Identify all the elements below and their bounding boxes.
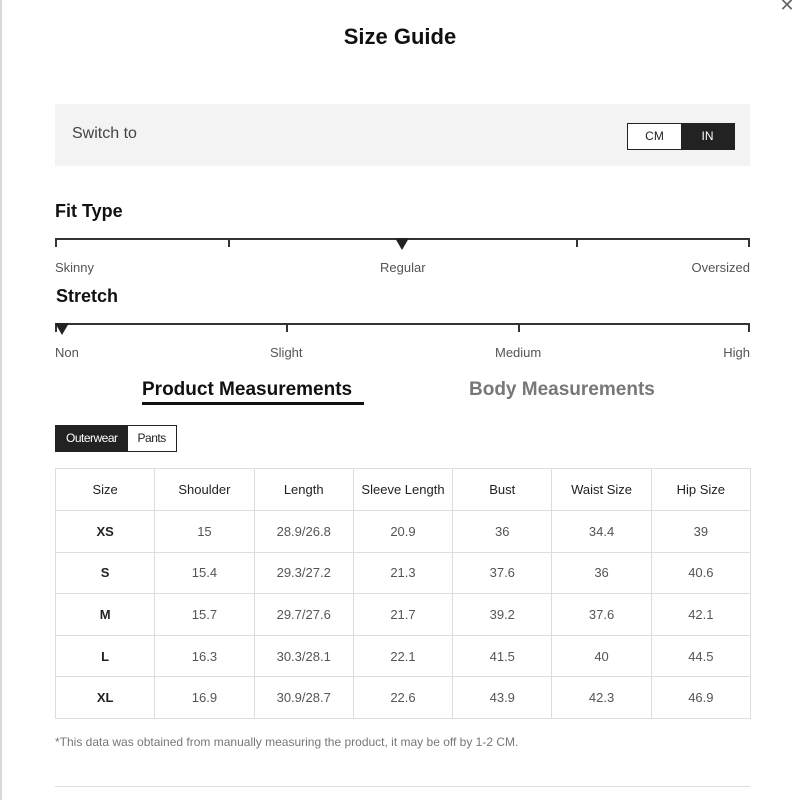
divider [55, 786, 750, 787]
category-toggle [55, 425, 177, 452]
stretch-heading: Stretch [56, 286, 119, 306]
table-cell: 44.5 [651, 635, 750, 677]
table-cell: 30.3/28.1 [254, 635, 353, 677]
table-cell: 41.5 [453, 635, 552, 677]
column-header: Size [56, 469, 155, 511]
close-icon[interactable]: ✕ [779, 0, 795, 15]
table-row [56, 677, 751, 719]
table-cell: 15 [155, 511, 254, 553]
table-cell: 37.6 [552, 594, 651, 636]
table-header-row [56, 469, 751, 511]
table-row [56, 552, 751, 594]
table-cell: 37.6 [453, 552, 552, 594]
table-cell: 43.9 [453, 677, 552, 719]
table-cell: 40 [552, 635, 651, 677]
fit-type-scale [55, 238, 750, 250]
fit-type-marker-icon [395, 238, 409, 250]
table-cell: 28.9/26.8 [254, 511, 353, 553]
unit-switch-label: Switch to [72, 125, 137, 142]
table-cell-size: XL [56, 677, 155, 719]
table-cell: 46.9 [651, 677, 750, 719]
table-cell-size: S [56, 552, 155, 594]
table-cell: 42.1 [651, 594, 750, 636]
table-cell: 39.2 [453, 594, 552, 636]
table-cell: 34.4 [552, 511, 651, 553]
stretch-label-high: High [723, 345, 750, 360]
table-cell: 29.7/27.6 [254, 594, 353, 636]
stretch-label-medium: Medium [495, 345, 542, 360]
unit-switch-panel [55, 104, 750, 166]
table-cell: 36 [552, 552, 651, 594]
table-cell: 39 [651, 511, 750, 553]
size-table [55, 468, 751, 719]
fit-type-heading: Fit Type [55, 201, 123, 221]
column-header: Sleeve Length [353, 469, 452, 511]
column-header: Bust [453, 469, 552, 511]
active-tab-underline [142, 402, 364, 405]
table-cell: 29.3/27.2 [254, 552, 353, 594]
modal-left-edge [0, 0, 2, 800]
stretch-label-non: Non [55, 345, 79, 360]
fit-label-oversized: Oversized [691, 260, 750, 275]
table-cell: 16.3 [155, 635, 254, 677]
table-cell: 21.7 [353, 594, 452, 636]
column-header: Shoulder [155, 469, 254, 511]
stretch-marker-icon [55, 323, 69, 335]
table-cell-size: XS [56, 511, 155, 553]
fit-label-regular: Regular [380, 260, 426, 275]
tab-product-measurements[interactable]: Product Measurements [142, 379, 353, 400]
table-cell: 15.7 [155, 594, 254, 636]
table-row [56, 635, 751, 677]
table-row [56, 511, 751, 553]
table-cell: 36 [453, 511, 552, 553]
column-header: Waist Size [552, 469, 651, 511]
table-cell: 20.9 [353, 511, 452, 553]
category-pants-button[interactable]: Pants [128, 426, 176, 451]
unit-in-button[interactable]: IN [681, 124, 734, 149]
column-header: Hip Size [651, 469, 750, 511]
table-cell: 21.3 [353, 552, 452, 594]
tab-body-measurements[interactable]: Body Measurements [469, 379, 655, 400]
unit-cm-button[interactable]: CM [628, 124, 681, 149]
table-cell: 16.9 [155, 677, 254, 719]
fit-label-skinny: Skinny [55, 260, 95, 275]
stretch-scale [55, 323, 750, 335]
unit-toggle [627, 123, 735, 150]
table-cell: 22.1 [353, 635, 452, 677]
category-outerwear-button[interactable]: Outerwear [56, 426, 128, 451]
page-title: Size Guide [343, 24, 457, 49]
table-cell: 42.3 [552, 677, 651, 719]
table-cell-size: M [56, 594, 155, 636]
stretch-labels [55, 345, 750, 361]
table-cell-size: L [56, 635, 155, 677]
table-cell: 15.4 [155, 552, 254, 594]
table-cell: 22.6 [353, 677, 452, 719]
stretch-label-slight: Slight [270, 345, 303, 360]
table-row [56, 594, 751, 636]
table-cell: 40.6 [651, 552, 750, 594]
column-header: Length [254, 469, 353, 511]
table-cell: 30.9/28.7 [254, 677, 353, 719]
measurement-footnote: *This data was obtained from manually measuring the product, it may be off by 1-2 CM. [55, 735, 519, 749]
fit-type-labels [55, 260, 750, 276]
